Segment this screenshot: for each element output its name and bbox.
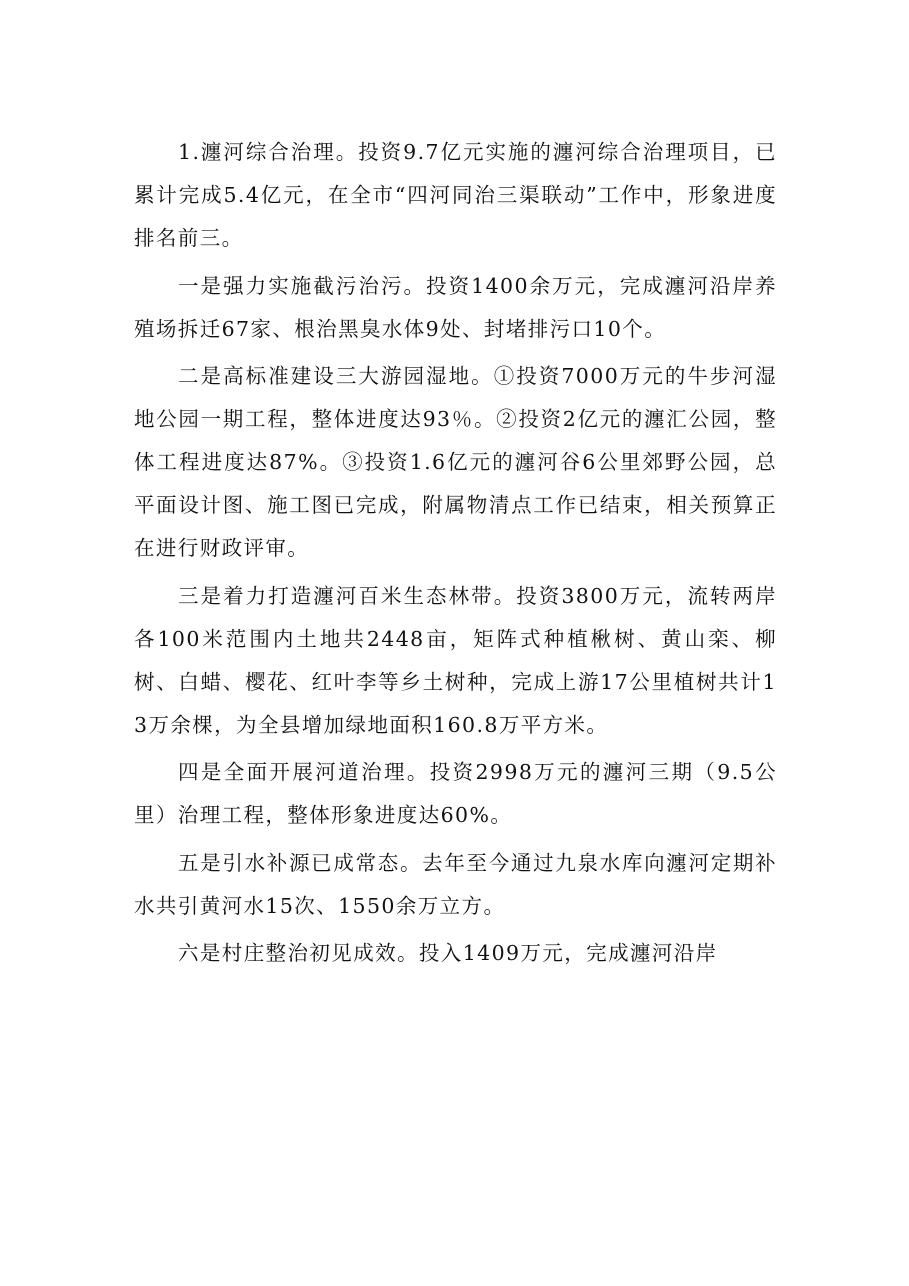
paragraph-wetland-parks: 二是高标准建设三大游园湿地。①投资7000万元的牛步河湿地公园一期工程，整体进度达93％。②投资2亿元的瀍汇公园，整体工程进度达87%。③投资1.6亿元的瀍河谷6公里郊野公园，总平面设计图、施工图已完成，附属物清点工作已结束，相关预算正在进行财政评审。 [134,364,777,560]
paragraph-water-supply: 五是引水补源已成常态。去年至今通过九泉水库向瀍河定期补水共引黄河水15次、1550余万立方。 [134,850,777,918]
paragraph-village-renovation: 六是村庄整治初见成效。投入1409万元，完成瀍河沿岸 [178,941,718,965]
document-body [134,131,777,980]
paragraph-sewage-control: 一是强力实施截污治污。投资1400余万元，完成瀍河沿岸养殖场拆迁67家、根治黑臭水体9处、封堵排污口10个。 [134,273,777,341]
paragraph-forest-belt: 三是着力打造瀍河百米生态林带。投资3800万元，流转两岸各100米范围内土地共2448亩，矩阵式种植楸树、黄山栾、柳树、白蜡、樱花、红叶李等乡土树种，完成上游17公里植树共计13万余棵，为全县增加绿地面积160.8万平方米。 [134,583,777,737]
paragraph-1-heading: 1.瀍河综合治理。投资9.7亿元实施的瀍河综合治理项目，已累计完成5.4亿元，在全市“四河同治三渠联动”工作中，形象进度排名前三。 [134,140,777,250]
paragraph-river-management: 四是全面开展河道治理。投资2998万元的瀍河三期（9.5公里）治理工程，整体形象进度达60%。 [134,760,777,827]
